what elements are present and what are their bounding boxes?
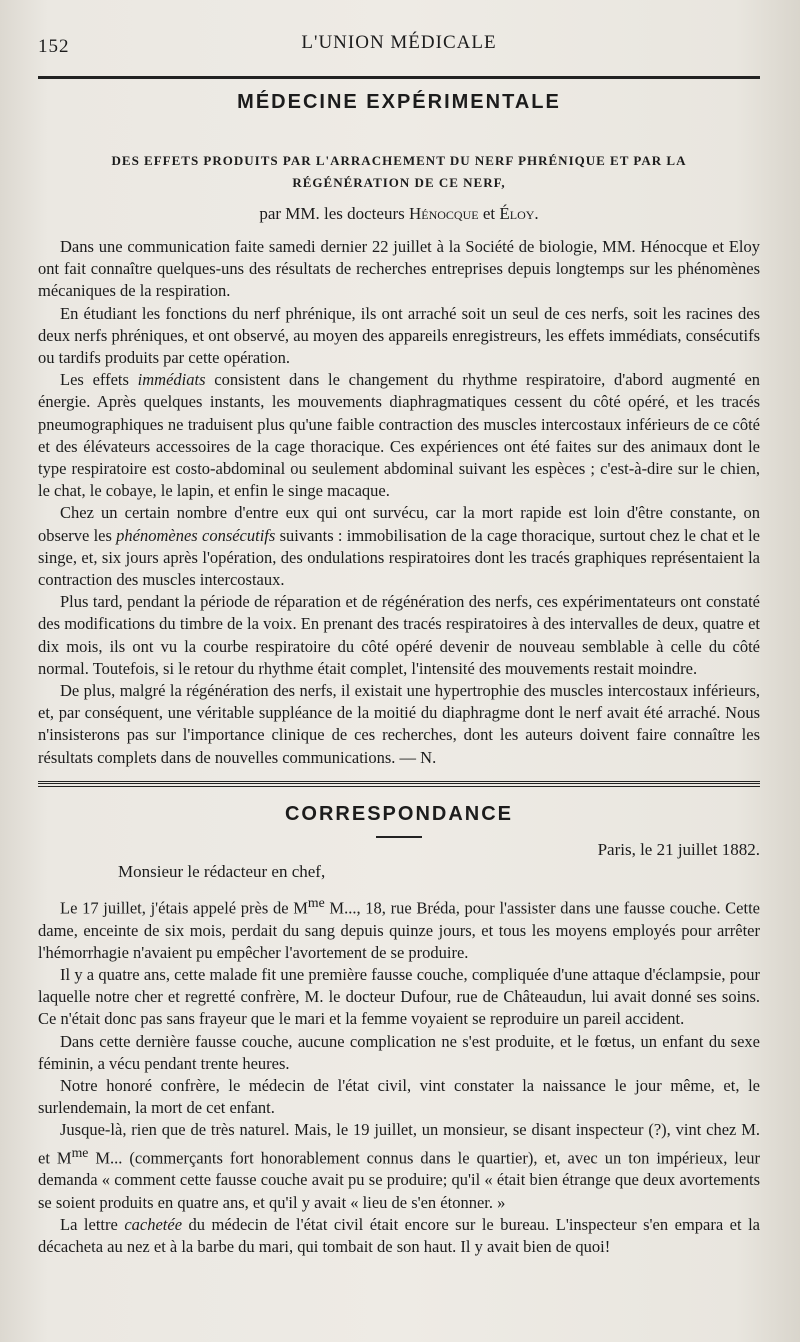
letter-paragraph <box>38 892 760 964</box>
text-run: Les effets <box>60 370 129 390</box>
byline-prefix: par MM. les docteurs <box>259 204 405 223</box>
superscript: me <box>71 1144 89 1160</box>
text-run: Chez un certain nombre d'entre eux qui ont survécu, car la mort rapide est loin d'être constante, on observe les <box>38 503 760 545</box>
correspondence-title: CORRESPONDANCE <box>284 802 514 825</box>
letter-paragraph: Notre honoré confrère, le médecin de l'état civil, vint constater la naissance le jour même, et, le surlendemain, la mort de cet enfant. <box>38 1076 760 1118</box>
author-eloy: Éloy. <box>499 204 539 223</box>
article-body <box>38 236 760 769</box>
article-paragraph: Plus tard, pendant la période de réparation et de régénération des nerfs, ces expérimentateurs ont constaté des modifications du timbre de la voix. En prenant des tracés respiratoires à des intervalles de deux, quatre et dix mois, ils ont vu la courbe respiratoire du côté opéré devenir de nouveau semblable à celle du côté normal. Toutefois, si le retour du rhythme était complet, l'intensité des mouvements restait moindre. <box>38 592 760 678</box>
superscript: me <box>307 894 325 910</box>
text-run: Jusque-là, rien que de très naturel. Mais, le 19 juillet, un monsieur, se disant inspecteur (?), vint chez M. et M <box>38 1120 760 1168</box>
text-run: Le 17 juillet, j'étais appelé près de M <box>60 898 308 918</box>
header-rule <box>38 76 760 79</box>
section-title: MÉDECINE EXPÉRIMENTALE <box>237 91 561 113</box>
title-underline <box>376 836 422 838</box>
byline-conjunction: et <box>482 204 496 223</box>
letter-paragraph <box>38 1214 760 1258</box>
letter-salutation: Monsieur le rédacteur en chef, <box>118 861 326 881</box>
letter-paragraph: Il y a quatre ans, cette malade fit une première fausse couche, compliquée d'une attaque d'éclampsie, pour laquelle notre cher et regretté confrère, M. le docteur Dufour, rue de Châteaudun, lui avait donné ses soins. Ce n'était donc pas sans frayeur que le mari et la femme voyaient se reproduire un pareil accident. <box>38 964 760 1029</box>
emphasis: phénomènes consécutifs <box>116 525 276 545</box>
article-paragraph: De plus, malgré la régénération des nerfs, il existait une hypertrophie des muscles intercostaux inférieurs, et, par conséquent, une véritable suppléance de la moitié du diaphragme dont le nerf avait été arraché. Nous n'insisterons pas sur l'importance clinique de ces recherches, dont les auteurs doivent faire connaître les résultats complets dans de nouvelles communications. — N. <box>38 681 760 767</box>
page-number: 152 <box>38 36 70 57</box>
text-run: M... (commerçants fort honorablement connus dans le quartier), et, avec un ton impérieux, leur demanda « comment cette fausse couche avait pu se produire; qu'il « était bien étrange que deux avortements se soient produits en quatre ans, et qu'il y avait « lieu de s'en étonner. » <box>38 1148 760 1212</box>
letter-dateline: Paris, le 21 juillet 1882. <box>597 839 760 859</box>
article-paragraph <box>38 502 760 591</box>
section-divider <box>38 781 760 787</box>
emphasis: cachetée <box>124 1214 183 1234</box>
text-run: du médecin de l'état civil était encore sur le bureau. L'inspecteur s'en empara et la décacheta au nez et à la barbe du mari, qui tombait de son haut. Il y avait bien de quoi! <box>38 1214 761 1256</box>
text-run: consistent dans le changement du rhythme respiratoire, d'abord augmenté en énergie. Après quelques instants, les mouvements diaphragmatiques cessent du côté opéré, et les tracés pneumographiques ne traduisent plus qu'une faible contraction des muscles intercostaux inférieurs de ce côté et des élévateurs accessoires de la cage thoracique. Ces expériences ont été faites sur des animaux dont le type respiratoire est costo-abdominal ou seulement abdominal suivant les espèces ; c'est-à-dire sur le chien, le chat, le cobaye, le lapin, et enfin le singe macaque. <box>38 370 761 501</box>
journal-title: L'UNION MÉDICALE <box>301 32 497 53</box>
article-title: DES EFFETS PRODUITS PAR L'ARRACHEMENT DU NERF PHRÉNIQUE ET PAR LA RÉGÉNÉRATION DE CE NERF, <box>111 153 687 190</box>
letter-paragraph <box>38 1119 760 1213</box>
article-paragraph: En étudiant les fonctions du nerf phrénique, ils ont arraché soit un seul de ces nerfs, soit les racines des deux nerfs phréniques, et ont observé, au moyen des appareils enregistreurs, les effets immédiats, consécutifs ou tardifs produits par cette opération. <box>38 303 760 368</box>
article-paragraph: Dans une communication faite samedi dernier 22 juillet à la Société de biologie, MM. Hénocque et Eloy ont fait connaître quelques-uns des résultats de recherches entreprises depuis longtemps sur les phénomènes mécaniques de la respiration. <box>38 237 760 301</box>
letter-body <box>38 892 760 1258</box>
emphasis: immédiats <box>137 370 206 390</box>
text-run: La lettre <box>60 1214 118 1234</box>
text-run: suivants : immobilisation de la cage thoracique, surtout chez le chat et le singe, et, six jours après l'opération, des ondulations respiratoires dont les tracés graphiques représentaient la contraction des muscles intercostaux. <box>38 525 761 590</box>
running-head <box>38 22 760 62</box>
article-paragraph <box>38 369 760 502</box>
author-henocque: Hénocque <box>408 204 479 223</box>
letter-paragraph: Dans cette dernière fausse couche, aucune complication ne s'est produite, et le fœtus, un enfant du sexe féminin, a vécu pendant trente heures. <box>38 1031 760 1073</box>
byline <box>38 204 760 224</box>
text-run: M..., 18, rue Bréda, pour l'assister dans une fausse couche. Cette dame, enceinte de six mois, perdait du sang depuis quinze jours, et tous les moyens employés pour arrêter l'hémorrhagie n'avaient pu empêcher l'avortement de se produire. <box>38 898 760 962</box>
